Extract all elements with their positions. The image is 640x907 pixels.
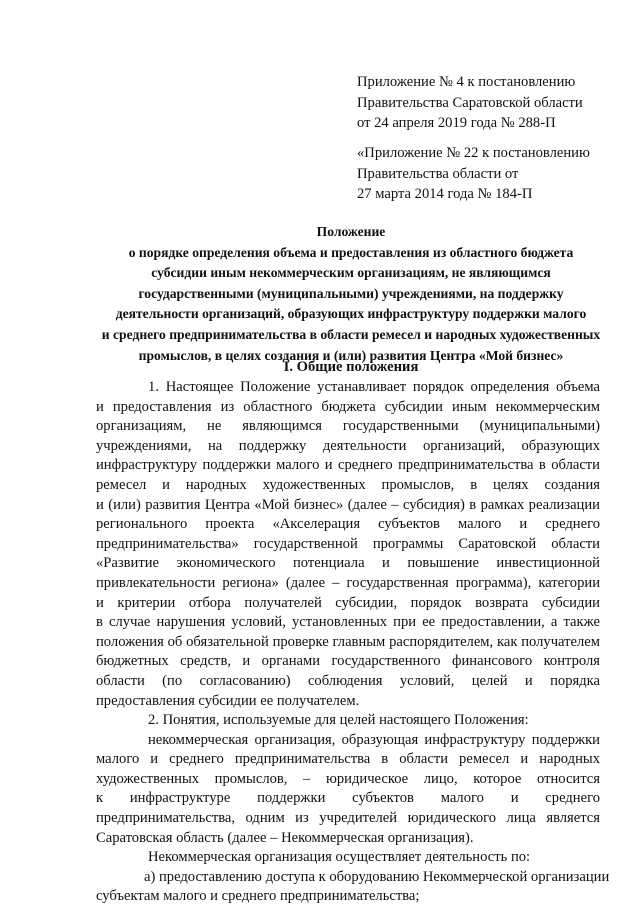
body-line: малого и среднего предпринимательства в области ремесел и народных xyxy=(96,751,600,768)
body-line: 2. Понятия, используемые для целей настоящего Положения: xyxy=(148,712,529,729)
body-line: предпринимательства» государственной программы Саратовской области xyxy=(96,535,600,552)
title-line: субсидии иным некоммерческим организациям, не являющимся xyxy=(151,265,551,281)
appendix-reference-original xyxy=(357,143,627,205)
body-line: предоставления субсидии ее получателем. xyxy=(96,692,360,709)
body-line: привлекательности региона» (далее – государственная программа), категории xyxy=(96,574,600,591)
title-line: промыслов, в целях создания и (или) развития Центра «Мой бизнес» xyxy=(138,347,564,363)
title-line: Положение xyxy=(316,224,386,239)
body-line: организациям, не являющимся государственными (муниципальными) xyxy=(96,418,600,435)
body-line: ремесел и народных художественных промыслов, в целях создания xyxy=(96,476,600,493)
body-line: регионального проекта «Акселерация субъектов малого и среднего xyxy=(96,516,600,533)
appendix-line: Приложение № 4 к постановлению xyxy=(357,74,576,90)
appendix-reference-current xyxy=(357,72,627,134)
body-line: художественных промыслов, – юридическое лицо, которое относится xyxy=(96,770,600,787)
body-line: области (по согласованию) соблюдения условий, целей и порядка xyxy=(96,672,600,689)
body-line: а) предоставлению доступа к оборудованию Некоммерческой организации xyxy=(144,868,610,885)
body-line: Некоммерческая организация осуществляет деятельность по: xyxy=(148,849,531,866)
body-line: предпринимательства, одним из учредителей юридического лица является xyxy=(96,810,600,827)
body-line: инфраструктуру поддержки малого и среднего предпринимательства в области xyxy=(96,457,600,474)
appendix-line: от 24 апреля 2019 года № 288-П xyxy=(357,115,556,131)
body-line: Саратовская область (далее – Некоммерческая организация). xyxy=(96,829,474,846)
title-line: государственными (муниципальными) учреждениями, на поддержку xyxy=(138,285,564,301)
section-heading: I. Общие положения xyxy=(283,359,419,375)
body-line: к инфраструктуре поддержки субъектов малого и среднего xyxy=(96,790,600,807)
body-line: некоммерческая организация, образующая инфраструктуру поддержки xyxy=(148,731,600,748)
document-title xyxy=(96,222,606,366)
body-line: в случае нарушения условий, установленных при ее предоставлении, а также xyxy=(96,614,600,631)
body-line: и (или) развития Центра «Мой бизнес» (далее – субсидия) в рамках реализации xyxy=(96,496,600,513)
body-line: учреждениями, на поддержку деятельности организаций, образующих xyxy=(96,437,600,454)
body-line: и предоставления из областного бюджета субсидии иным некоммерческим xyxy=(96,398,600,415)
title-line: и среднего предпринимательства в области ремесел и народных художественных xyxy=(101,326,601,342)
body-line: субъектам малого и среднего предпринимательства; xyxy=(96,888,420,905)
body-line: и критерии отбора получателей субсидии, порядок возврата субсидии xyxy=(96,594,600,611)
appendix-line: Правительства Саратовской области xyxy=(357,94,583,111)
appendix-line: 27 марта 2014 года № 184-П xyxy=(357,186,533,202)
appendix-line: Правительства области от xyxy=(357,165,519,182)
body-line: положения об обязательной проверке главным распорядителем, как получателем xyxy=(96,633,600,650)
body-text xyxy=(96,378,610,907)
appendix-line: «Приложение № 22 к постановлению xyxy=(357,145,590,161)
title-line: деятельности организаций, образующих инфраструктуру поддержки малого xyxy=(115,306,587,322)
body-line: бюджетных средств, и органами государственного финансового контроля xyxy=(96,653,600,670)
body-line: «Развитие экономического потенциала и повышение инвестиционной xyxy=(96,555,600,572)
title-line: о порядке определения объема и предоставления из областного бюджета xyxy=(128,244,574,260)
body-line: 1. Настоящее Положение устанавливает порядок определения объема xyxy=(148,379,600,395)
